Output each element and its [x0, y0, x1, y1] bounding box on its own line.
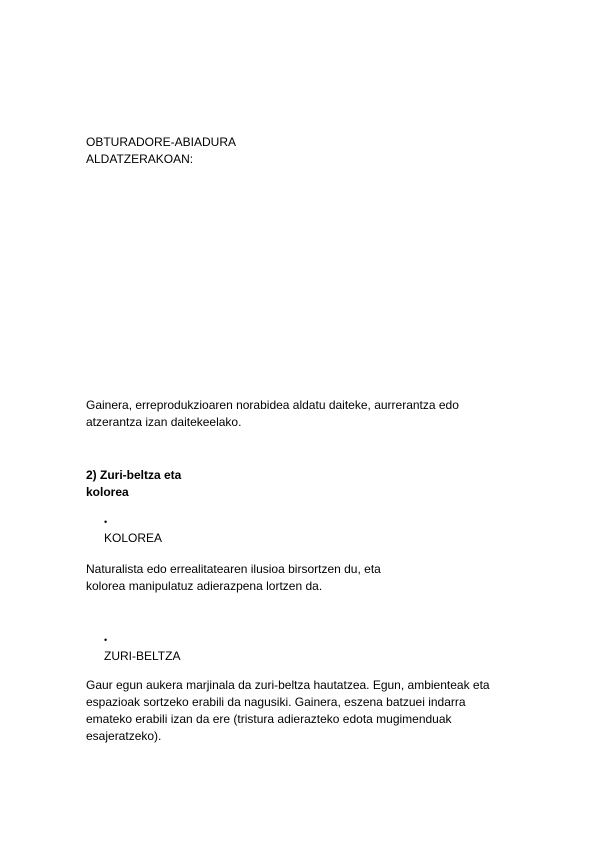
bullet-icon: •: [104, 635, 108, 645]
color-paragraph-line-1: Naturalista edo errealitatearen ilusioa birsortzen du, eta: [86, 562, 381, 576]
shutter-caption-line-1: OBTURADORE-ABIADURA: [86, 135, 237, 149]
section-heading: [86, 467, 181, 501]
bw-paragraph-line-3: emateko erabili izan da ere (tristura adierazteko edota mugimenduak: [86, 712, 452, 726]
direction-paragraph-line-2: atzerantza izan daitekeelako.: [86, 415, 242, 429]
section-heading-line-1: 2) Zuri-beltza eta: [86, 468, 182, 482]
color-item-label: KOLOREA: [104, 531, 163, 545]
bullet-icon: •: [104, 517, 108, 527]
color-paragraph: [86, 561, 381, 595]
bw-paragraph-line-1: Gaur egun aukera marjinala da zuri-beltza hautatzea. Egun, ambienteak eta: [86, 678, 490, 692]
direction-paragraph-line-1: Gainera, erreprodukzioaren norabidea aldatu daiteke, aurrerantza edo: [86, 398, 459, 412]
section-heading-line-2: kolorea: [86, 485, 129, 499]
bw-paragraph: [86, 677, 490, 745]
bw-paragraph-line-2: espazioak sortzeko erabili da nagusiki. Gainera, eszena batzuei indarra: [86, 695, 466, 709]
color-paragraph-line-2: kolorea manipulatuz adierazpena lortzen da.: [86, 579, 323, 593]
shutter-caption-line-2: ALDATZERAKOAN:: [86, 152, 194, 166]
shutter-caption: [86, 134, 236, 168]
bw-item-label: ZURI-BELTZA: [104, 649, 181, 663]
bw-paragraph-line-4: esajeratzeko).: [86, 729, 162, 743]
direction-paragraph: [86, 397, 459, 431]
